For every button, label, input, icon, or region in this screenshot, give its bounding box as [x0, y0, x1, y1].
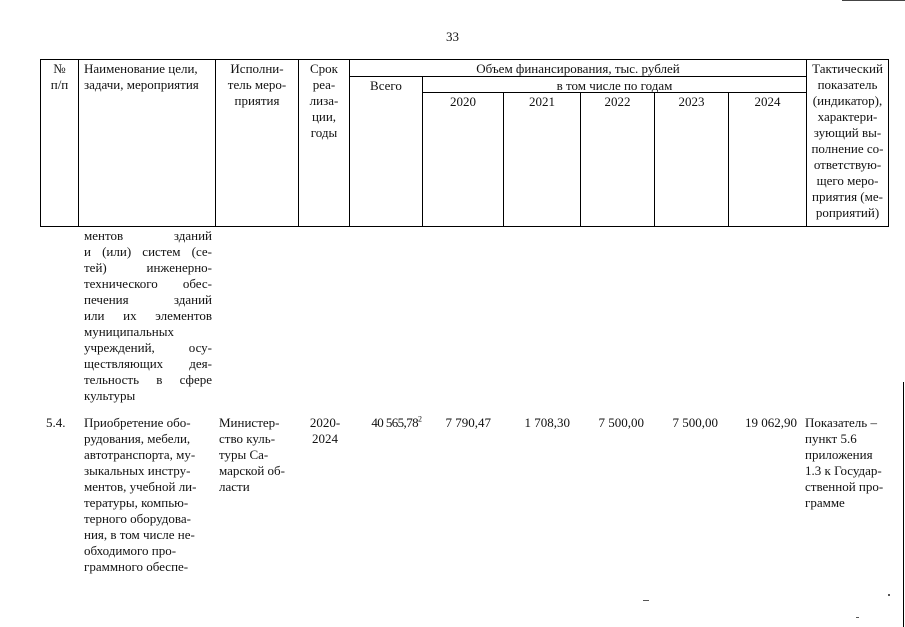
header-term — [299, 61, 349, 141]
header-total: Всего — [370, 78, 402, 93]
top-rule — [842, 0, 905, 1]
grid-line — [728, 92, 729, 227]
continuation-line: или их элементов — [84, 308, 212, 323]
header-term-line: Срок — [310, 61, 338, 76]
header-year-2022: 2022 — [604, 94, 631, 109]
row-year-2020: 7 790,47 — [445, 415, 491, 430]
row-executor-line: марской об- — [219, 463, 285, 478]
row-year-2023: 7 500,00 — [672, 415, 718, 430]
row-name-line: тературы, компью- — [84, 495, 189, 510]
table-header-bottom-border — [40, 226, 889, 227]
continuation-line: тельность в сфере — [84, 372, 212, 387]
continuation-line: культуры — [84, 388, 136, 403]
row-term-line: 2024 — [312, 431, 338, 446]
header-indicator-line: полнение со- — [811, 141, 884, 156]
header-indicator-line: ответствую- — [813, 157, 882, 172]
table-top-border — [40, 59, 889, 60]
header-number — [41, 61, 78, 93]
row-indicator-line: 1.3 к Государ- — [805, 463, 882, 478]
header-year-2020: 2020 — [450, 94, 476, 109]
row-name-line: ментов, учебной ли- — [84, 479, 197, 494]
row-name-line: граммного обеспе- — [84, 559, 189, 574]
header-year-2021: 2021 — [529, 94, 555, 109]
header-indicator-line: роприятий) — [815, 205, 880, 220]
grid-line — [580, 92, 581, 227]
header-indicator — [807, 61, 888, 221]
continuation-line: учреждений, осу- — [84, 340, 212, 355]
header-executor-line: тель меро- — [227, 77, 287, 92]
row-name-line: рудования, мебели, — [84, 431, 191, 446]
row-indicator — [805, 415, 891, 511]
continuation-line: технического обес- — [84, 276, 212, 291]
row-total-value: 40 565,78 — [371, 415, 418, 430]
continuation-line: тей) инженерно- — [84, 260, 212, 275]
header-year-2024: 2024 — [754, 94, 781, 109]
grid-line — [888, 59, 889, 227]
row-name — [84, 415, 214, 575]
header-name-line: задачи, мероприятия — [84, 77, 199, 92]
scan-speck — [643, 600, 649, 601]
grid-line — [654, 92, 655, 227]
header-term-line: лиза- — [309, 93, 339, 108]
scan-speck — [856, 617, 859, 618]
row-term — [302, 415, 348, 447]
scan-speck — [888, 594, 890, 596]
continuation-line: печения зданий — [84, 292, 212, 307]
row-indicator-line: ственной про- — [805, 479, 884, 494]
row-indicator-line: Показатель – — [805, 415, 877, 430]
header-funding: Объем финансирования, тыс. рублей — [476, 61, 680, 76]
continuation-line: ментов зданий — [84, 228, 212, 243]
header-term-line: реа- — [312, 77, 336, 92]
header-number-line: № — [53, 61, 66, 76]
continuation-text — [84, 228, 212, 404]
row-number: 5.4. — [46, 415, 66, 430]
header-number-line: п/п — [50, 77, 69, 92]
header-term-line: ции, — [311, 109, 337, 124]
row-year-2024: 19 062,90 — [745, 415, 797, 430]
header-year-2023: 2023 — [678, 94, 705, 109]
row-name-line: Приобретение обо- — [84, 415, 191, 430]
row-indicator-line: пункт 5.6 — [805, 431, 857, 446]
continuation-line: и (или) систем (се- — [84, 244, 212, 259]
header-name-line: Наименование цели, — [84, 61, 198, 76]
row-name-line: терного оборудова- — [84, 511, 191, 526]
header-indicator-line: Тактический — [812, 61, 883, 76]
header-name — [84, 61, 214, 93]
row-executor-line: туры Са- — [219, 447, 269, 462]
row-name-line: обходимого про- — [84, 543, 177, 558]
row-executor — [219, 415, 297, 495]
page-number: 33 — [446, 29, 459, 44]
row-executor-line: Министер- — [219, 415, 280, 430]
row-name-line: ния, в том числе не- — [84, 527, 195, 542]
header-indicator-line: характери- — [817, 109, 878, 124]
row-executor-line: ство куль- — [219, 431, 276, 446]
row-year-2022: 7 500,00 — [598, 415, 644, 430]
header-executor — [216, 61, 298, 109]
header-indicator-line: зующий вы- — [813, 125, 882, 140]
header-indicator-line: приятия (ме- — [812, 189, 883, 204]
header-indicator-line: щего меро- — [816, 173, 879, 188]
header-executor-line: Исполни- — [230, 61, 284, 76]
header-term-line: годы — [310, 125, 338, 140]
continuation-line: муниципальных — [84, 324, 175, 339]
row-total-footnote: 2 — [418, 414, 422, 424]
continuation-line: ществляющих дея- — [84, 356, 212, 371]
grid-line — [503, 92, 504, 227]
row-indicator-line: приложения — [805, 447, 873, 462]
scan-edge-line — [903, 382, 904, 627]
header-indicator-line: (индикатор), — [812, 93, 883, 108]
row-name-line: зыкальных инстру- — [84, 463, 191, 478]
header-by-years: в том числе по годам — [556, 78, 673, 93]
grid-line — [78, 59, 79, 227]
row-term-line: 2020- — [309, 415, 341, 430]
header-executor-line: приятия — [234, 93, 280, 108]
row-executor-line: ласти — [219, 479, 250, 494]
row-total — [350, 415, 422, 431]
row-year-2021: 1 708,30 — [524, 415, 570, 430]
row-indicator-line: грамме — [805, 495, 845, 510]
row-name-line: автотранспорта, му- — [84, 447, 196, 462]
header-indicator-line: показатель — [817, 77, 878, 92]
